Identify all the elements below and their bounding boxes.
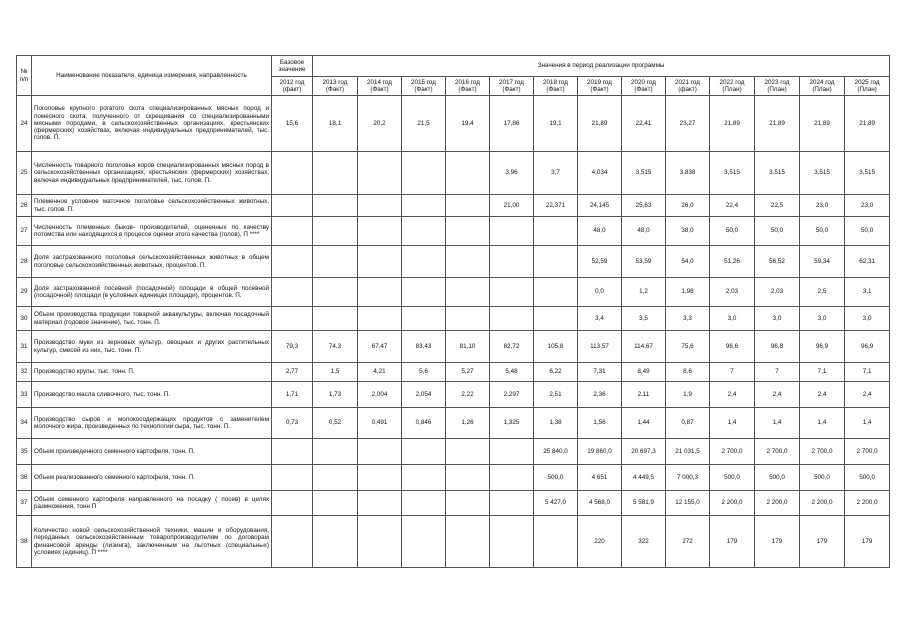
value-cell: 5 427,0 xyxy=(534,491,578,516)
indicator-name: Поголовье крупного рогатого скота специализированных мясных пород и помесного скота, полученного от скрещивания со специализированными мясными породами, в сельскохозяйственных организациях, крестьянских (фермерских) хозяйствах, включая индивидуальных предпринимателей, тыс. голов. П. xyxy=(32,96,272,152)
value-cell: 2,4 xyxy=(845,382,890,408)
year-header: 2018 год (Факт) xyxy=(534,77,578,96)
value-cell xyxy=(490,307,534,331)
table-row xyxy=(17,152,890,195)
value-cell: 48,0 xyxy=(578,217,622,246)
value-cell: 59,34 xyxy=(800,246,845,278)
value-cell: 25,63 xyxy=(622,195,666,217)
year-header: 2012 год (факт) xyxy=(272,77,313,96)
table-row xyxy=(17,516,890,568)
indicator-name: Производство масла сливочного, тыс. тонн. П. xyxy=(32,382,272,408)
col-header-period: Значения в период реализации программы xyxy=(313,56,890,77)
value-cell: 500,0 xyxy=(534,465,578,491)
value-cell: 2 200,0 xyxy=(800,491,845,516)
value-cell: 1,73 xyxy=(313,382,358,408)
value-cell: 2,4 xyxy=(755,382,800,408)
value-cell: 2 200,0 xyxy=(755,491,800,516)
value-cell: 23,0 xyxy=(800,195,845,217)
value-cell: 3,838 xyxy=(666,152,710,195)
table-row xyxy=(17,307,890,331)
value-cell: 75,6 xyxy=(666,331,710,363)
value-cell xyxy=(490,516,534,568)
value-cell xyxy=(490,217,534,246)
value-cell: 23,27 xyxy=(666,96,710,152)
value-cell xyxy=(490,246,534,278)
value-cell: 1,44 xyxy=(622,408,666,439)
table-row xyxy=(17,491,890,516)
row-number: 28 xyxy=(17,246,32,278)
value-cell xyxy=(313,278,358,307)
value-cell: 22,5 xyxy=(755,195,800,217)
row-number: 33 xyxy=(17,382,32,408)
value-cell: 3,515 xyxy=(845,152,890,195)
value-cell: 54,0 xyxy=(666,246,710,278)
indicator-name: Доля застрахованного поголовья сельскохозяйственных животных в общем поголовье сельскохозяйственных животных, процентов. П. xyxy=(32,246,272,278)
row-number: 35 xyxy=(17,439,32,465)
value-cell: 17,86 xyxy=(490,96,534,152)
row-number: 27 xyxy=(17,217,32,246)
value-cell: 79,3 xyxy=(272,331,313,363)
row-number: 29 xyxy=(17,278,32,307)
value-cell: 1,4 xyxy=(710,408,755,439)
indicator-name: Численность товарного поголовья коров специализированных мясных пород в сельскохозяйственных организациях, крестьянских (фермерских) хозяйствах, включая индивидуальных предпринимателей, тыс. голов. П. xyxy=(32,152,272,195)
col-header-name: Наименование показателя, единица измерения, направленность xyxy=(32,56,272,96)
value-cell xyxy=(446,439,490,465)
value-cell: 2 200,0 xyxy=(710,491,755,516)
value-cell: 4 651 xyxy=(578,465,622,491)
value-cell: 7,1 xyxy=(845,363,890,382)
row-number: 36 xyxy=(17,465,32,491)
value-cell xyxy=(402,195,446,217)
value-cell: 50,0 xyxy=(755,217,800,246)
value-cell xyxy=(358,307,402,331)
value-cell: 3,3 xyxy=(666,307,710,331)
value-cell: 2,03 xyxy=(710,278,755,307)
value-cell: 105,8 xyxy=(534,331,578,363)
value-cell xyxy=(358,152,402,195)
value-cell: 3,0 xyxy=(710,307,755,331)
year-header: 2013 год (Факт) xyxy=(313,77,358,96)
value-cell: 4,21 xyxy=(358,363,402,382)
year-header: 2023 год (План) xyxy=(755,77,800,96)
row-number: 37 xyxy=(17,491,32,516)
year-header: 2019 год (Факт) xyxy=(578,77,622,96)
value-cell: 3,7 xyxy=(534,152,578,195)
value-cell xyxy=(358,278,402,307)
indicator-name: Объем производства продукции товарной аквакультуры, включая посадочный материал (годовое значение), тыс. тонн. П. xyxy=(32,307,272,331)
value-cell: 2,51 xyxy=(534,382,578,408)
value-cell xyxy=(358,195,402,217)
value-cell: 8,49 xyxy=(622,363,666,382)
value-cell: 2,4 xyxy=(710,382,755,408)
value-cell: 179 xyxy=(845,516,890,568)
value-cell xyxy=(272,195,313,217)
value-cell: 74,3 xyxy=(313,331,358,363)
value-cell xyxy=(272,278,313,307)
value-cell: 220 xyxy=(578,516,622,568)
value-cell xyxy=(313,465,358,491)
value-cell: 2,11 xyxy=(622,382,666,408)
value-cell: 8,6 xyxy=(666,363,710,382)
value-cell: 62,31 xyxy=(845,246,890,278)
value-cell: 1,26 xyxy=(446,408,490,439)
value-cell: 7,31 xyxy=(578,363,622,382)
value-cell xyxy=(446,246,490,278)
year-header: 2024 год (План) xyxy=(800,77,845,96)
value-cell: 2 200,0 xyxy=(845,491,890,516)
value-cell: 22,4 xyxy=(710,195,755,217)
value-cell: 21,89 xyxy=(845,96,890,152)
table-row xyxy=(17,217,890,246)
value-cell: 0,0 xyxy=(578,278,622,307)
value-cell xyxy=(358,439,402,465)
value-cell: 5,27 xyxy=(446,363,490,382)
value-cell: 2,004 xyxy=(358,382,402,408)
table-row xyxy=(17,195,890,217)
indicator-name: Производство крупы, тыс. тонн. П. xyxy=(32,363,272,382)
value-cell xyxy=(402,246,446,278)
value-cell: 7 000,3 xyxy=(666,465,710,491)
table-row xyxy=(17,382,890,408)
value-cell: 179 xyxy=(800,516,845,568)
value-cell: 114,67 xyxy=(622,331,666,363)
table-row xyxy=(17,246,890,278)
value-cell: 179 xyxy=(710,516,755,568)
year-header: 2020 год (Факт) xyxy=(622,77,666,96)
value-cell: 96,6 xyxy=(710,331,755,363)
value-cell: 500,0 xyxy=(755,465,800,491)
value-cell: 0,73 xyxy=(272,408,313,439)
value-cell xyxy=(446,465,490,491)
value-cell: 5,48 xyxy=(490,363,534,382)
value-cell xyxy=(446,516,490,568)
value-cell xyxy=(446,278,490,307)
value-cell xyxy=(402,307,446,331)
value-cell: 48,0 xyxy=(622,217,666,246)
indicator-name: Производство муки из зерновых культур, овощных и других растительных культур, смесей из них, тыс. тонн. П. xyxy=(32,331,272,363)
value-cell xyxy=(313,246,358,278)
value-cell: 0,846 xyxy=(402,408,446,439)
indicator-name: Доля застрахованной посевной (посадочной) площади в общей посевной (посадочной) площади (в условных единицах площади), процентов. П. xyxy=(32,278,272,307)
value-cell xyxy=(313,152,358,195)
value-cell: 3,0 xyxy=(755,307,800,331)
value-cell: 500,0 xyxy=(845,465,890,491)
value-cell: 21,89 xyxy=(578,96,622,152)
value-cell: 2,03 xyxy=(755,278,800,307)
value-cell: 1,98 xyxy=(666,278,710,307)
value-cell: 1,4 xyxy=(845,408,890,439)
value-cell: 1,56 xyxy=(578,408,622,439)
value-cell: 21,5 xyxy=(402,96,446,152)
value-cell: 7,1 xyxy=(800,363,845,382)
value-cell xyxy=(313,307,358,331)
table-body xyxy=(17,96,890,568)
year-header: 2014 год (Факт) xyxy=(358,77,402,96)
value-cell xyxy=(358,465,402,491)
indicator-name: Производство сыров и молокосодержащих продуктов с заменителем молочного жира, произведенных по технологии сыра, тыс. тонн. П. xyxy=(32,408,272,439)
value-cell: 500,0 xyxy=(800,465,845,491)
value-cell: 3,5 xyxy=(622,307,666,331)
value-cell xyxy=(534,278,578,307)
row-number: 26 xyxy=(17,195,32,217)
value-cell: 20,2 xyxy=(358,96,402,152)
table-row xyxy=(17,331,890,363)
value-cell: 2,4 xyxy=(800,382,845,408)
value-cell: 20 697,3 xyxy=(622,439,666,465)
value-cell: 21,89 xyxy=(800,96,845,152)
year-header: 2021 год (факт) xyxy=(666,77,710,96)
indicator-table xyxy=(16,55,890,568)
year-header: 2015 год (Факт) xyxy=(402,77,446,96)
row-number: 31 xyxy=(17,331,32,363)
value-cell: 24,145 xyxy=(578,195,622,217)
value-cell: 3,0 xyxy=(800,307,845,331)
row-number: 25 xyxy=(17,152,32,195)
value-cell xyxy=(446,217,490,246)
value-cell xyxy=(490,465,534,491)
value-cell: 81,10 xyxy=(446,331,490,363)
value-cell: 7 xyxy=(755,363,800,382)
value-cell: 7 xyxy=(710,363,755,382)
value-cell: 2 700,0 xyxy=(845,439,890,465)
value-cell: 3,96 xyxy=(490,152,534,195)
value-cell: 21 031,5 xyxy=(666,439,710,465)
value-cell: 3,515 xyxy=(710,152,755,195)
value-cell xyxy=(313,217,358,246)
indicator-name: Количество новой сельскохозяйственной техники, машин и оборудования, переданных сельскохозяйственным товаропроизводителям по договорам финансовой аренды (лизинга), заключенным на льготных (специальных) условиях (единиц). П **** xyxy=(32,516,272,568)
value-cell xyxy=(313,195,358,217)
value-cell: 1,5 xyxy=(313,363,358,382)
value-cell xyxy=(272,439,313,465)
value-cell: 1,71 xyxy=(272,382,313,408)
value-cell: 1,4 xyxy=(800,408,845,439)
value-cell: 6,22 xyxy=(534,363,578,382)
value-cell: 1,2 xyxy=(622,278,666,307)
value-cell: 4,034 xyxy=(578,152,622,195)
value-cell: 50,0 xyxy=(845,217,890,246)
value-cell xyxy=(358,491,402,516)
value-cell: 22,371 xyxy=(534,195,578,217)
value-cell: 52,59 xyxy=(578,246,622,278)
value-cell xyxy=(534,307,578,331)
value-cell xyxy=(490,439,534,465)
value-cell: 38,0 xyxy=(666,217,710,246)
value-cell: 2,5 xyxy=(800,278,845,307)
value-cell: 50,0 xyxy=(710,217,755,246)
value-cell: 51,26 xyxy=(710,246,755,278)
value-cell: 23,0 xyxy=(845,195,890,217)
value-cell xyxy=(446,152,490,195)
value-cell: 0,52 xyxy=(313,408,358,439)
table-row xyxy=(17,465,890,491)
value-cell xyxy=(446,307,490,331)
value-cell: 67,47 xyxy=(358,331,402,363)
value-cell xyxy=(358,246,402,278)
value-cell: 3,0 xyxy=(845,307,890,331)
value-cell: 0,87 xyxy=(666,408,710,439)
row-number: 34 xyxy=(17,408,32,439)
value-cell: 272 xyxy=(666,516,710,568)
value-cell xyxy=(358,516,402,568)
value-cell: 3,515 xyxy=(755,152,800,195)
value-cell: 3,515 xyxy=(622,152,666,195)
indicator-name: Численность племенных быков- производителей, оцененных по качеству потомства или находящихся в процессе оценки этого качества (голов), П **** xyxy=(32,217,272,246)
value-cell xyxy=(534,516,578,568)
table-row xyxy=(17,278,890,307)
value-cell xyxy=(446,491,490,516)
value-cell: 19,4 xyxy=(446,96,490,152)
value-cell xyxy=(534,217,578,246)
row-number: 24 xyxy=(17,96,32,152)
value-cell: 22,41 xyxy=(622,96,666,152)
row-number: 30 xyxy=(17,307,32,331)
value-cell xyxy=(402,491,446,516)
value-cell xyxy=(402,465,446,491)
value-cell: 2 700,0 xyxy=(800,439,845,465)
year-header: 2016 год (Факт) xyxy=(446,77,490,96)
value-cell: 19 860,0 xyxy=(578,439,622,465)
indicator-name: Объем реализованного семенного картофеля, тонн. П. xyxy=(32,465,272,491)
value-cell: 26,0 xyxy=(666,195,710,217)
value-cell xyxy=(402,516,446,568)
value-cell xyxy=(272,465,313,491)
value-cell: 96,9 xyxy=(800,331,845,363)
value-cell xyxy=(313,439,358,465)
table-row xyxy=(17,96,890,152)
value-cell xyxy=(446,195,490,217)
value-cell xyxy=(358,217,402,246)
year-header: 2017 год (Факт) xyxy=(490,77,534,96)
value-cell: 21,89 xyxy=(755,96,800,152)
value-cell: 4 568,0 xyxy=(578,491,622,516)
value-cell: 25 840,0 xyxy=(534,439,578,465)
value-cell: 3,1 xyxy=(845,278,890,307)
indicator-name: Объем произведенного семенного картофеля, тонн. П. xyxy=(32,439,272,465)
value-cell: 1,9 xyxy=(666,382,710,408)
value-cell xyxy=(534,246,578,278)
value-cell: 12 155,0 xyxy=(666,491,710,516)
value-cell: 2 700,0 xyxy=(710,439,755,465)
col-header-base: Базовое значение xyxy=(272,56,313,77)
value-cell: 19,1 xyxy=(534,96,578,152)
value-cell: 5 581,9 xyxy=(622,491,666,516)
value-cell: 56,52 xyxy=(755,246,800,278)
value-cell xyxy=(272,516,313,568)
indicator-name: Объем семенного картофеля направленного на посадку ( посев) в целях размножения, тонн П xyxy=(32,491,272,516)
value-cell: 2,36 xyxy=(578,382,622,408)
value-cell: 1,4 xyxy=(755,408,800,439)
value-cell: 0,491 xyxy=(358,408,402,439)
value-cell: 5,6 xyxy=(402,363,446,382)
value-cell xyxy=(272,246,313,278)
value-cell: 179 xyxy=(755,516,800,568)
value-cell: 53,59 xyxy=(622,246,666,278)
row-number: 38 xyxy=(17,516,32,568)
value-cell xyxy=(272,217,313,246)
value-cell: 1,38 xyxy=(534,408,578,439)
value-cell xyxy=(272,307,313,331)
year-header: 2025 год (План) xyxy=(845,77,890,96)
value-cell: 3,515 xyxy=(800,152,845,195)
value-cell xyxy=(272,491,313,516)
value-cell: 500,0 xyxy=(710,465,755,491)
table-row xyxy=(17,363,890,382)
table-row xyxy=(17,408,890,439)
value-cell xyxy=(402,152,446,195)
value-cell xyxy=(272,152,313,195)
value-cell: 2,297 xyxy=(490,382,534,408)
value-cell: 21,89 xyxy=(710,96,755,152)
value-cell: 113,57 xyxy=(578,331,622,363)
col-header-number: № п/п xyxy=(17,56,32,96)
value-cell: 50,0 xyxy=(800,217,845,246)
value-cell xyxy=(402,217,446,246)
value-cell: 96,8 xyxy=(755,331,800,363)
value-cell: 3,4 xyxy=(578,307,622,331)
value-cell: 2,22 xyxy=(446,382,490,408)
value-cell: 2 700,0 xyxy=(755,439,800,465)
year-header: 2022 год (План) xyxy=(710,77,755,96)
value-cell: 2,77 xyxy=(272,363,313,382)
value-cell: 4 449,5 xyxy=(622,465,666,491)
value-cell xyxy=(402,439,446,465)
value-cell: 83,43 xyxy=(402,331,446,363)
value-cell xyxy=(313,516,358,568)
value-cell: 96,9 xyxy=(845,331,890,363)
value-cell: 18,1 xyxy=(313,96,358,152)
value-cell: 2,054 xyxy=(402,382,446,408)
value-cell xyxy=(313,491,358,516)
value-cell: 15,6 xyxy=(272,96,313,152)
value-cell: 322 xyxy=(622,516,666,568)
value-cell: 21,00 xyxy=(490,195,534,217)
value-cell xyxy=(402,278,446,307)
value-cell: 82,72 xyxy=(490,331,534,363)
row-number: 32 xyxy=(17,363,32,382)
indicator-name: Племенное условное маточное поголовье сельскохозяйственных животных, тыс. голов. П. xyxy=(32,195,272,217)
table-row xyxy=(17,439,890,465)
value-cell xyxy=(490,491,534,516)
value-cell: 1,325 xyxy=(490,408,534,439)
value-cell xyxy=(490,278,534,307)
